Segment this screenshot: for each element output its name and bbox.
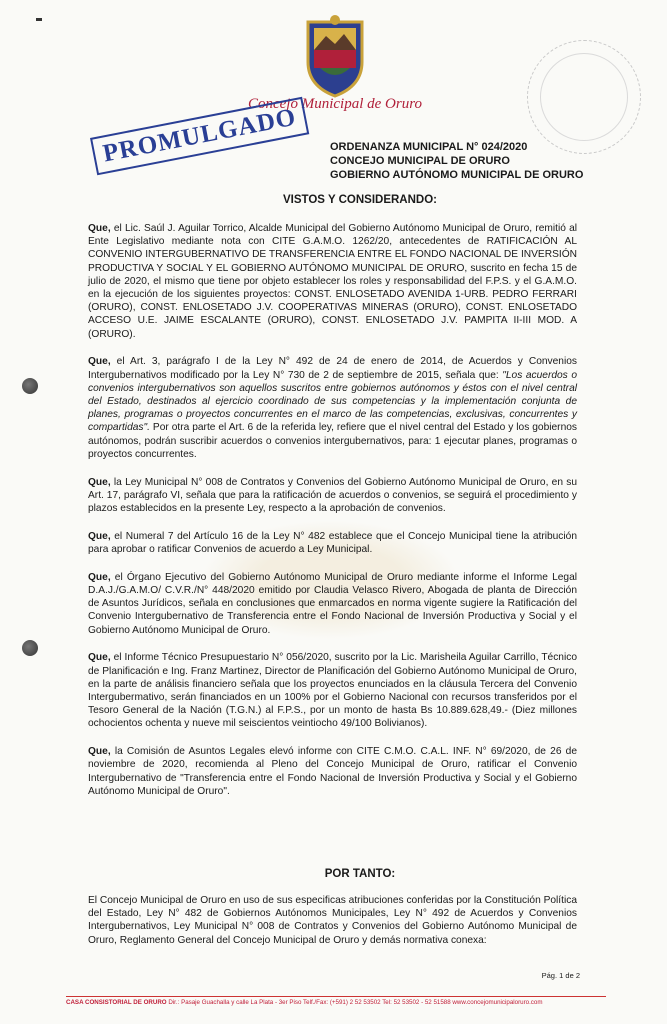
paragraph-lead: Que, bbox=[88, 356, 111, 368]
footer-divider bbox=[66, 996, 606, 997]
final-paragraph: El Concejo Municipal de Oruro en uso de sus especificas atribuciones conferidas por la Constitución Política del Estado, Ley N° 482 de Gobiernos Autónomos Municipales, Ley N° 492 de Acuerdos y Convenios Intergubernativos, Ley Municipal N° 008 de Contratos y Convenios del Gobierno Autónomo Municipal de Oruro, Reglamento General del Concejo Municipal de Oruro y demás normativa conexa: bbox=[88, 895, 577, 946]
considerations-body bbox=[88, 222, 577, 813]
paragraph bbox=[88, 476, 577, 516]
paragraph-text: el Informe Técnico Presupuestario N° 056/2020, suscrito por la Lic. Marisheila Aguilar Carrillo, Técnico de Planificación e Ing. Franz Martinez, Director de Planificación del Gobierno Autónomo Municipal de Oruro, en la parte de análisis financiero señala que los proyectos enunciados en la cláusula Tercera del Convenio Intergubermativo, serán financiados en un 100% por el Gobierno Nacional con recursos transferidos por el Tesoro General de la Nación (T.G.N.) al F.P.S., por un monto de hasta Bs 10.889.628,49.- (Diez millones ochocientos ochenta y nueve mil seiscientos veintiocho 49/100 Bolivianos). bbox=[88, 652, 577, 730]
scan-mark bbox=[36, 18, 42, 21]
paragraph-lead: Que, bbox=[88, 530, 111, 542]
paragraph bbox=[88, 530, 577, 556]
government-heading: GOBIERNO AUTÓNOMO MUNICIPAL DE ORURO bbox=[330, 169, 584, 181]
promulgado-stamp: PROMULGADO bbox=[90, 97, 309, 176]
council-heading: CONCEJO MUNICIPAL DE ORURO bbox=[330, 155, 510, 167]
paragraph-lead: Que, bbox=[88, 571, 111, 583]
ordinance-number: ORDENANZA MUNICIPAL N° 024/2020 bbox=[330, 141, 528, 153]
paragraph-text: el Órgano Ejecutivo del Gobierno Autónomo Municipal de Oruro mediante informe el Informe Legal D.A.J./G.A.M.O/ C.V.R./N° 448/2020 emitido por Claudia Velasco Rivero, Abogada de planta de Dirección de Asuntos Jurídicos, señala en conclusiones que enmarcados en norma vigente sugiere la Ratificación del Convenio Intergubernativo de Transferencia entre el Fondo Nacional de Inversión Productiva y Social y el Gobierno Autónomo Municipal de Oruro. bbox=[88, 571, 577, 636]
paragraph bbox=[88, 571, 577, 637]
punch-hole bbox=[22, 378, 38, 394]
paragraph-text: la Ley Municipal N° 008 de Contratos y Convenios del Gobierno Autónomo Municipal de Oruro, en su Art. 17, parágrafo VI, señala que para la ratificación de acuerdos o convenios, se seguirá el procedimiento y plazos establecidos en la presente Ley, respecto a la aprobación de convenios. bbox=[88, 476, 577, 515]
paragraph-text: el Lic. Saúl J. Aguilar Torrico, Alcalde Municipal del Gobierno Autónomo Municipal de Oruro, remitió al Ente Legislativo mediante nota con CITE G.A.M.O. 1262/20, antecedentes de RATIFICACIÓN AL CONVENIO INTERGUBERNATIVO DE TRANSFERENCIA ENTRE EL FONDO NACIONAL DE INVERSIÓN PRODUCTIVA Y SOCIAL Y EL GOBIERNO AUTÓNOMO MUNICIPAL DE ORURO, suscrito en fecha 15 de julio de 2020, el mismo que tiene por objeto establecer los roles y responsabilidad del F.P.S. y el G.A.M.O. en la ejecución de los siguientes proyectos: CONST. ENLOSETADO AVENIDA 1-URB. PEDRO FERRARI (ORURO), CONST. ENLOSETADO J.V. COOPERATIVAS MINERAS (ORURO), CONST. ENLOSETADO ACCESO U.E. JAIME ESCALANTE (ORURO), CONST. ENLOSETADO J.V. PAMPITA II-III MOD. A (ORURO). bbox=[88, 223, 577, 340]
paragraph-lead: Que, bbox=[88, 476, 111, 488]
section-vistos-heading: VISTOS Y CONSIDERANDO: bbox=[282, 194, 437, 206]
coat-of-arms-icon bbox=[300, 12, 370, 98]
paragraph bbox=[88, 745, 577, 798]
paragraph-quote: "Los acuerdos o convenios intergubernativos son aquellos suscritos entre gobiernos autónomos y éstos con el nivel central del Estado, destinados al ejercicio coordinado de sus competencias y la implementación conjunta de planes, programas o proyectos concurrentes en el marco de las competencias, exclusivas, concurrentes y compartidas". bbox=[88, 369, 577, 434]
ordinance-title bbox=[330, 140, 630, 182]
paragraph-text: el Numeral 7 del Artículo 16 de la Ley N° 482 establece que el Concejo Municipal tiene la atribución para aprobar o ratificar Convenios de acuerdo a Ley Municipal. bbox=[88, 530, 577, 556]
paragraph-lead: Que, bbox=[88, 223, 111, 234]
council-name: Concejo Municipal de Oruro bbox=[247, 96, 422, 112]
seal-mark bbox=[527, 40, 641, 154]
section-portanto-heading: POR TANTO: bbox=[324, 868, 396, 880]
paragraph-text: el Art. 3, parágrafo I de la Ley N° 492 de 24 de enero de 2014, de Acuerdos y Convenios Intergubernativos modificado por la Ley N° 730 de 2 de septiembre de 2015, señala que: bbox=[88, 356, 577, 381]
paragraph-text: la Comisión de Asuntos Legales elevó informe con CITE C.M.O. C.A.L. INF. N° 69/2020, de 26 de noviembre de 2020, recomienda al Pleno del Concejo Municipal de Oruro, ratificar el Convenio Intergubernativo de "Transferencia entre el Fondo Nacional de Inversión Productiva y Social y el Gobierno Autónomo Municipal de Oruro". bbox=[88, 746, 577, 797]
footer-text: Dir.: Pasaje Guachalla y calle La Plata - 3er Piso Telf./Fax: (+591) 2 52 53502 Tel: 52 53502 - 52 51588 www.concejomunicipaloruro.com bbox=[166, 999, 543, 1006]
footer bbox=[66, 999, 606, 1006]
paragraph bbox=[88, 222, 577, 341]
paragraph-lead: Que, bbox=[88, 746, 111, 758]
paragraph bbox=[88, 651, 577, 730]
footer-label: CASA CONSISTORIAL DE ORURO bbox=[66, 999, 167, 1006]
punch-hole bbox=[22, 640, 38, 656]
page-number: Pág. 1 de 2 bbox=[541, 971, 580, 980]
paragraph-lead: Que, bbox=[88, 652, 111, 664]
paragraph bbox=[88, 355, 577, 461]
paragraph-text: Por otra parte el Art. 6 de la referida ley, refiere que el nivel central del Estado y los gobiernos autónomos, podrán suscribir acuerdos o convenios intergubernativos, para: 1 ejecutar planes, programas o proyectos concurrentes. bbox=[88, 422, 577, 460]
